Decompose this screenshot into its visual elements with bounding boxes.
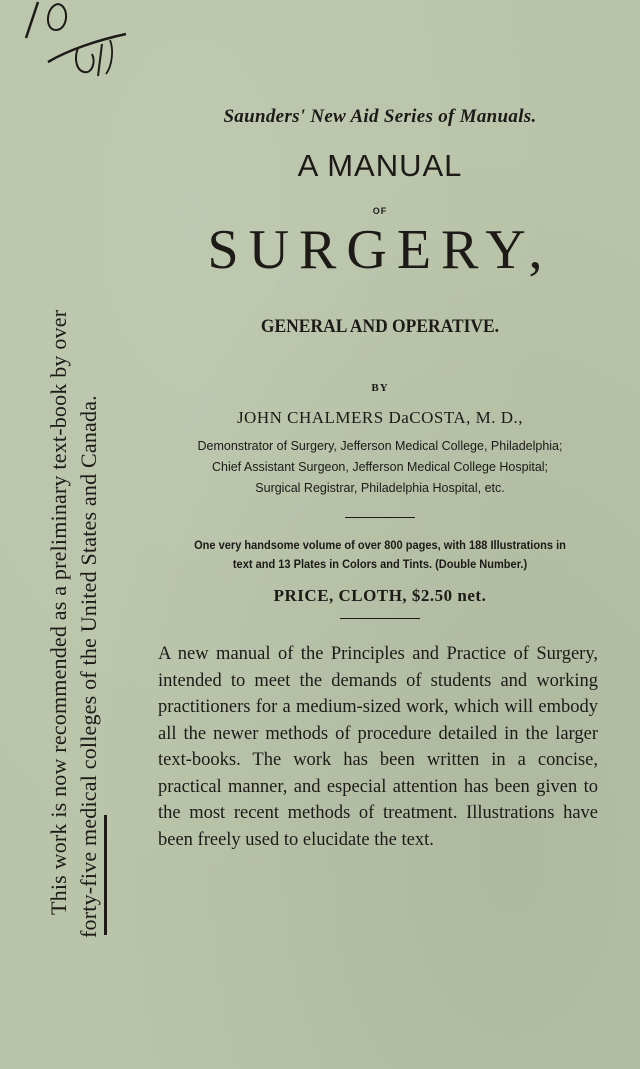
- volume-info: One very handsome volume of over 800 pages, with 188 Illustrations in text and 13 Plates in Colors and Tints. (Double Number.): [194, 538, 566, 571]
- title-main: SURGERY,: [207, 219, 553, 281]
- price: PRICE, CLOTH, $2.50 net.: [273, 586, 487, 605]
- series-title: Saunders' New Aid Series of Manuals.: [223, 106, 537, 127]
- title-top: A MANUAL: [297, 148, 463, 183]
- handwritten-mark: [18, 0, 138, 90]
- divider-rule: [345, 517, 415, 518]
- author-credentials: Demonstrator of Surgery, Jefferson Medical College, Philadelphia; Chief Assistant Surgeon, Jefferson Medical College Hospital; Surgical Registrar, Philadelphia Hospital, etc.: [197, 439, 563, 495]
- subtitle: GENERAL AND OPERATIVE.: [260, 316, 500, 337]
- title-of: OF: [372, 206, 388, 216]
- author-name: JOHN CHALMERS DaCOSTA, M. D.,: [236, 408, 524, 427]
- description-paragraph: A new manual of the Principles and Practice of Surgery, intended to meet the demands of students and working practitioners for a medium-sized work, which will embody all the newer methods of procedure detailed in the larger text-books. The work has been written in a concise, practical manner, and especial attention has been given to the most recent methods of treatment. Illustrations have been freely used to elucidate the text.: [158, 644, 598, 850]
- vertical-line-2: forty-five medical colleges of the United States and Canada.: [76, 395, 101, 938]
- main-content: [130, 100, 630, 853]
- divider-rule-2: [340, 618, 420, 619]
- by-label: BY: [371, 382, 389, 394]
- vertical-line-1: This work is now recommended as a preliminary text-book by over: [46, 309, 71, 915]
- vertical-rule: [104, 815, 107, 935]
